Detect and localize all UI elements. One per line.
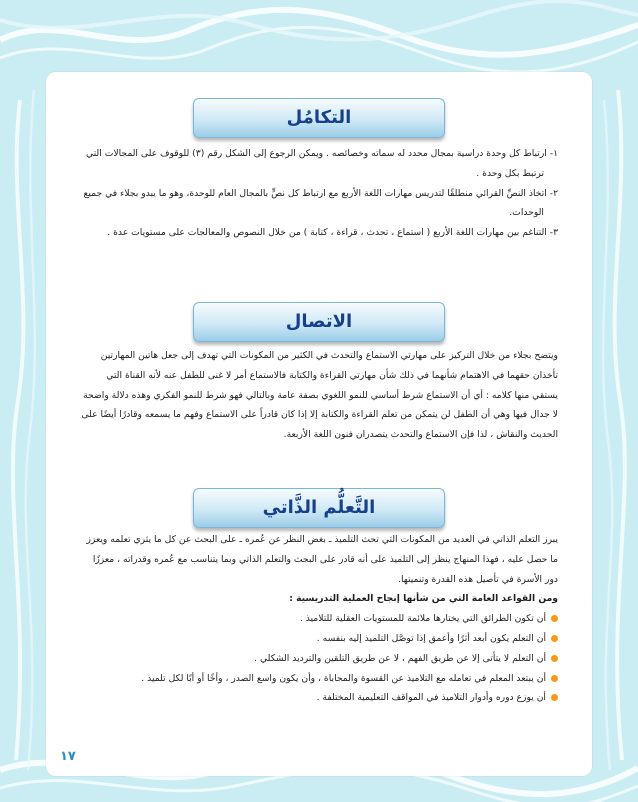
integration-item-3: ٣- التناغم بين مهارات اللغة الأربع ( استماع ، تحدث ، قراءة ، كتابة ) من خلال النصوص والمعالجات على مستويات عدة . [107,227,558,239]
section-title-communication: الاتصال [193,302,445,342]
rule-text: أن التعلم لا يتأتى إلا عن طريق الفهم ، لا عن طريق التلقين والترديد الشكلي . [254,652,546,664]
section-title-integration: التكامُل [193,98,445,138]
bullet-dot-icon [551,615,558,622]
integration-item-1: ١- ارتباط كل وحدة دراسية بمجال محدد له سماته وخصائصه . ويمكن الرجوع إلى الشكل رقم (٣) للوقوف على المجالات التي ترتبط بكل وحدة . [86,148,558,179]
rules-list [78,609,558,708]
integration-item-2: ٢- اتخاذ النصِّ القرائي منطلقًا لتدريس مهارات اللغة الأربع مع ارتباط كل نصٍّ بالمجال العام للوحدة، وهو ما يبدو بجلاء في جميع الوحدات. [83,187,558,219]
bullet-dot-icon [551,675,558,682]
list-item [78,649,546,669]
rule-text: أن يوزع دوره وأدوار التلاميذ في المواقف التعليمية المختلفة . [316,692,546,704]
communication-paragraph: ويتضح بجلاء من خلال التركيز على مهارتي الاستماع والتحدث في الكثير من المكونات التي تهدف إلى جعل هاتين المهارتين تأخذان حقهما في الاهتمام شأنهما في ذلك شأن مهارتي القراءة والكتابة فالاستماع أمر لا غنى للطفل عنه لأنه القناة التي يستقي منها كلامه : أي أن الاستماع شرط أساسي للنمو اللغوي بصفة عامة وبالتالي فهو شرط للنمو الفكري وهذه دلالة واضحة لا جدال فيها وهي أن الطفل لن يتمكن من تعلم القراءة والكتابة إلا إذا كان قادراً على الاستماع وفهم ما يسمعه وقادرًا أيضًا على الحديث والنقاش ، لذا فإن الاستماع والتحدث يتصدران فنون اللغة الأربعة. [81,350,558,441]
rule-text: أن التعلم يكون أبعد أثرًا وأعمق إذا توصَّل التلميذ إليه بنفسه . [316,632,546,644]
page-content [46,72,592,776]
rules-subheading: ومن القواعد العامة التي من شأنها إنجاح العملية التدريسية : [289,593,558,605]
list-item [78,688,546,708]
page-number: ١٧ [60,749,76,764]
rule-text: أن تكون الطرائق التي يختارها ملائمة للمستويات العقلية للتلاميذ . [299,613,546,625]
list-item [78,629,546,649]
self-learning-block [78,530,558,708]
list-item [78,609,546,629]
integration-list [78,144,558,243]
list-item [78,669,546,689]
bullet-dot-icon [551,635,558,642]
self-learning-paragraph: يبرز التعلم الذاتي في العديد من المكونات التي تحث التلميذ ـ بغض النظر عن عُمره ـ على البحث عن كل ما يثري تعلمه ويعزز ما حصل عليه ، فهذا المنهاج ينظر إلى التلميذ على أنه قادر على البحث والتعلم الذاتي وبما يتناسب مع عُمره وقدراته ، معززًا دور الأسرة في تأصيل هذه القدرة وتنميتها. [86,534,558,585]
rule-text: أن يبتعد المعلم في تعامله مع التلاميذ عن القسوة والمحاباة ، وأن يكون واسع الصدر ، وأخًا أو أبًا لكل تلميذ . [141,672,546,684]
section-title-self-learning: التَّعلُّم الذَّاتي [193,488,445,528]
bullet-dot-icon [551,694,558,701]
communication-block [78,346,558,445]
bullet-dot-icon [551,655,558,662]
